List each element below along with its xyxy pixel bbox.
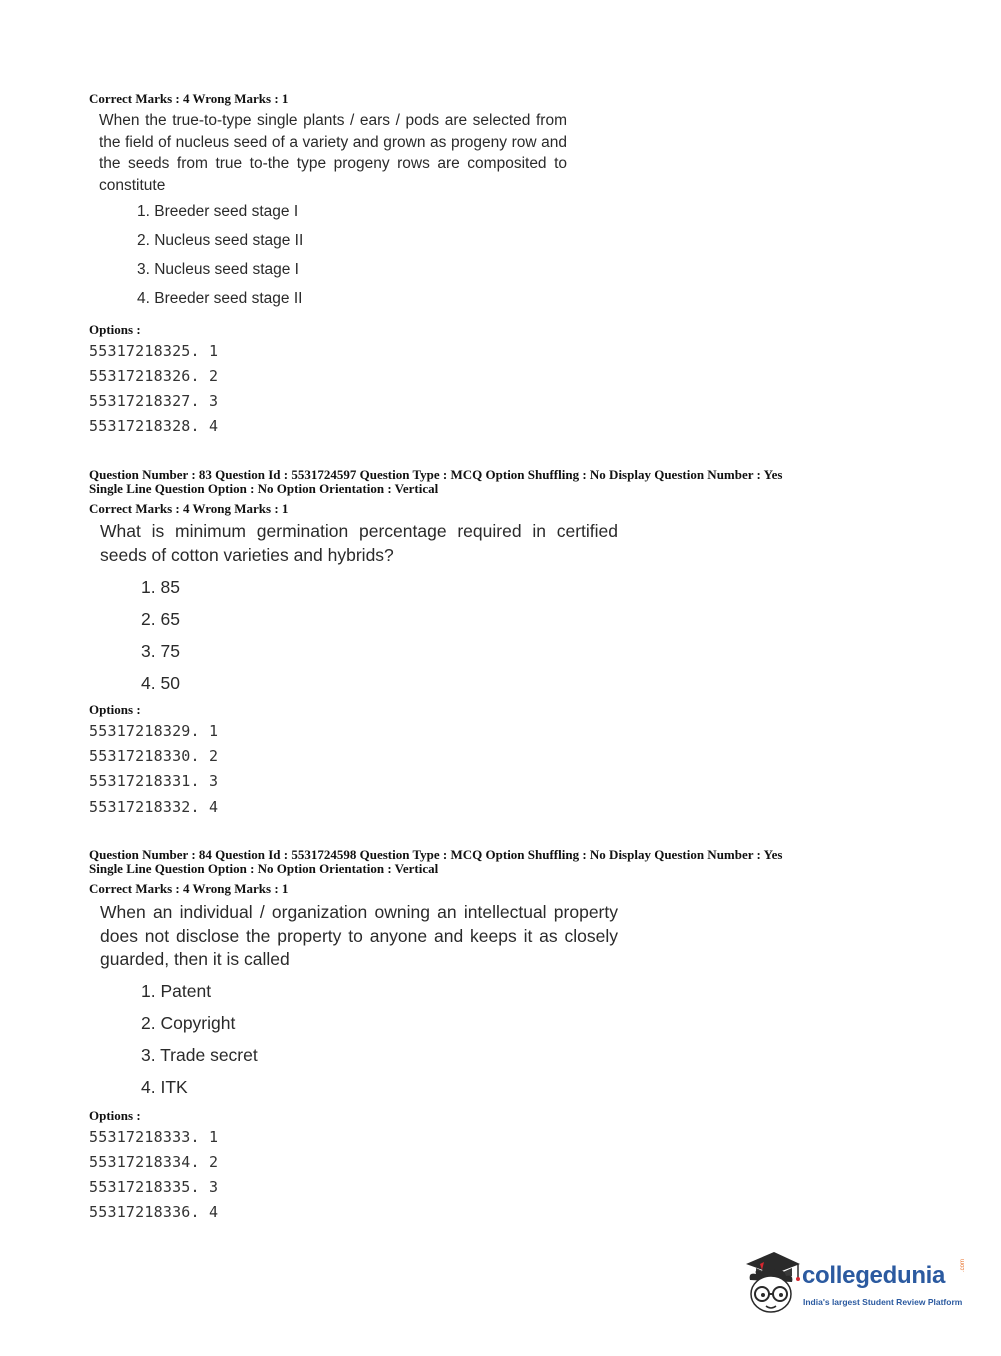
q84-choice-3: 3. Trade secret: [141, 1045, 258, 1065]
q82-marks: Correct Marks : 4 Wrong Marks : 1: [89, 91, 289, 106]
q82-text-line: constitute: [99, 176, 166, 194]
q83-choice-4: 4. 50: [141, 673, 180, 693]
q84-option-2: 55317218334. 2: [89, 1153, 219, 1171]
q84-choice-2: 2. Copyright: [141, 1013, 236, 1033]
q84-choice-1: 1. Patent: [141, 981, 212, 1001]
q82-options-label: Options :: [89, 322, 141, 337]
q82-choice-4: 4. Breeder seed stage II: [137, 290, 303, 307]
q82-text-line: When the true-to-type single plants / ears / pods are selected from: [99, 112, 567, 129]
q84-marks: Correct Marks : 4 Wrong Marks : 1: [89, 881, 289, 896]
q83-meta-line1: Question Number : 83 Question Id : 5531724597 Question Type : MCQ Option Shuffling : No Display Question Number : Yes: [89, 467, 783, 482]
q82-option-4: 55317218328. 4: [89, 417, 219, 435]
q82-option-2: 55317218326. 2: [89, 367, 219, 385]
q84-text-line: does not disclose the property to anyone and keeps it as closely: [100, 925, 618, 946]
q83-marks: Correct Marks : 4 Wrong Marks : 1: [89, 501, 289, 516]
q83-choice-2: 2. 65: [141, 609, 180, 629]
q83-text-line: seeds of cotton varieties and hybrids?: [100, 544, 394, 565]
q83-choice-3: 3. 75: [141, 641, 180, 661]
q82-option-1: 55317218325. 1: [89, 342, 219, 360]
logo-tagline: India's largest Student Review Platform: [803, 1297, 963, 1307]
q84-text-line: When an individual / organization owning an intellectual property: [100, 902, 618, 922]
collegedunia-logo: [740, 1250, 970, 1320]
q82-text-line: the seeds from true to-the type progeny rows are composited to: [99, 155, 567, 172]
q84-option-4: 55317218336. 4: [89, 1203, 219, 1221]
q82-choice-1: 1. Breeder seed stage I: [137, 203, 299, 220]
q83-option-2: 55317218330. 2: [89, 747, 219, 765]
q83-option-1: 55317218329. 1: [89, 722, 219, 740]
q84-meta-line2: Single Line Question Option : No Option Orientation : Vertical: [89, 861, 439, 876]
q84-option-1: 55317218333. 1: [89, 1128, 219, 1146]
q84-text-line: guarded, then it is called: [100, 949, 290, 969]
q82-choice-3: 3. Nucleus seed stage I: [137, 261, 299, 278]
q84-question-text: [100, 901, 618, 972]
q83-choice-1: 1. 85: [141, 577, 180, 597]
q84-option-3: 55317218335. 3: [89, 1178, 219, 1196]
q84-options-label: Options :: [89, 1108, 141, 1123]
q83-text-line: What is minimum germination percentage required in certified: [100, 521, 618, 541]
q84-meta-line1: Question Number : 84 Question Id : 5531724598 Question Type : MCQ Option Shuffling : No Display Question Number : Yes: [89, 847, 783, 862]
q83-option-3: 55317218331. 3: [89, 772, 219, 790]
q83-options-label: Options :: [89, 702, 141, 717]
q83-option-4: 55317218332. 4: [89, 798, 219, 816]
q82-text-line: the field of nucleus seed of a variety and grown as progeny row and: [99, 133, 567, 151]
q83-meta-line2: Single Line Question Option : No Option Orientation : Vertical: [89, 481, 439, 496]
q82-option-3: 55317218327. 3: [89, 392, 219, 410]
logo-wordmark: collegedunia: [802, 1262, 946, 1289]
q83-question-text: [100, 520, 618, 567]
q84-choice-4: 4. ITK: [141, 1077, 188, 1097]
q82-choice-2: 2. Nucleus seed stage II: [137, 232, 304, 249]
mascot-icon: [740, 1250, 802, 1320]
q82-question-text: [99, 110, 567, 196]
logo-com: .com: [960, 1258, 966, 1272]
